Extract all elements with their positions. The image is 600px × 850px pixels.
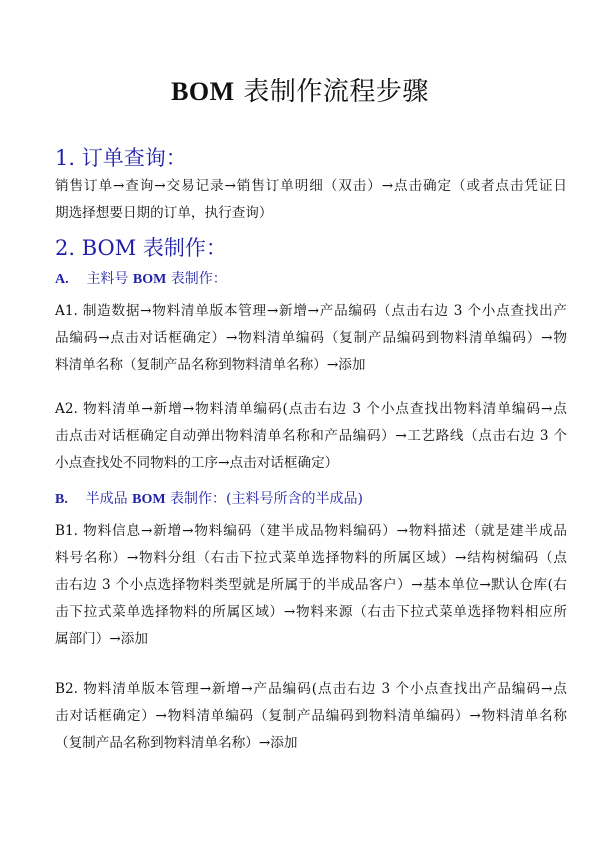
paragraph-line: 击点击对话框确定自动弹出物料清单名称和产品编码）→工艺路线（点击右边 3 个 [55,428,567,444]
subsection-b-heading [55,488,363,511]
section-1-heading: 1. 订单查询： [55,146,187,170]
section-1-paragraph [55,173,567,227]
step-b2-paragraph [55,676,567,757]
paragraph-line: A2. 物料清单→新增→物料清单编码(点击右边 3 个小点查找出物料清单编码→点 [55,401,567,417]
paragraph-line: 料号名称）→物料分组（右击下拉式菜单选择物料的所属区域）→结构树编码（点 [55,550,567,566]
paragraph-line: 期选择想要日期的订单，执行查询） [55,205,273,221]
paragraph-line: 属部门）→添加 [55,631,148,647]
title-bold-part: BOM [171,77,235,106]
subsection-a-label: A. [55,272,69,287]
step-a2-paragraph [55,396,567,477]
paragraph-line: 销售订单→查询→交易记录→销售订单明细（双击）→点击确定（或者点击凭证日 [55,178,567,194]
paragraph-line: （复制产品名称到物料清单名称）→添加 [55,735,298,751]
paragraph-line: 击对话框确定）→物料清单编码（复制产品编码到物料清单编码）→物料清单名称 [55,708,567,724]
paragraph-line: 小点查找处不同物料的工序→点击对话框确定） [55,455,339,471]
paragraph-line: B2. 物料清单版本管理→新增→产品编码(点击右边 3 个小点查找出产品编码→点 [55,681,567,697]
subsection-a-text-post: 表制作： [166,271,227,287]
subsection-b-text-pre: 半成品 [85,491,133,507]
section-2-heading: 2. BOM 表制作： [55,236,227,260]
subsection-b-text-post: 表制作：(主料号所含的半成品) [165,491,363,507]
subsection-a-text-bold: BOM [132,272,167,287]
subsection-b-label: B. [55,492,68,507]
document-title [0,74,600,110]
paragraph-line: 击右边 3 个小点选择物料类型就是所属于的半成品客户）→基本单位→默认仓库(右 [55,577,567,593]
paragraph-line: 料清单名称（复制产品名称到物料清单名称）→添加 [55,357,366,373]
step-b1-paragraph [55,518,567,653]
step-a1-paragraph [55,298,567,379]
subsection-a-heading [55,268,227,291]
subsection-b-text-bold: BOM [132,492,166,507]
paragraph-line: A1. 制造数据→物料清单版本管理→新增→产品编码（点击右边 3 个小点查找出产 [55,303,567,319]
paragraph-line: 击下拉式菜单选择物料的所属区域）→物料来源（右击下拉式菜单选择物料相应所 [55,604,567,620]
paragraph-line: B1. 物料信息→新增→物料编码（建半成品物料编码）→物料描述（就是建半成品 [55,523,567,539]
title-rest: 表制作流程步骤 [234,77,429,107]
paragraph-line: 品编码→点击对话框确定）→物料清单编码（复制产品编码到物料清单编码）→物 [55,330,567,346]
subsection-a-text-pre: 主料号 [86,271,133,287]
